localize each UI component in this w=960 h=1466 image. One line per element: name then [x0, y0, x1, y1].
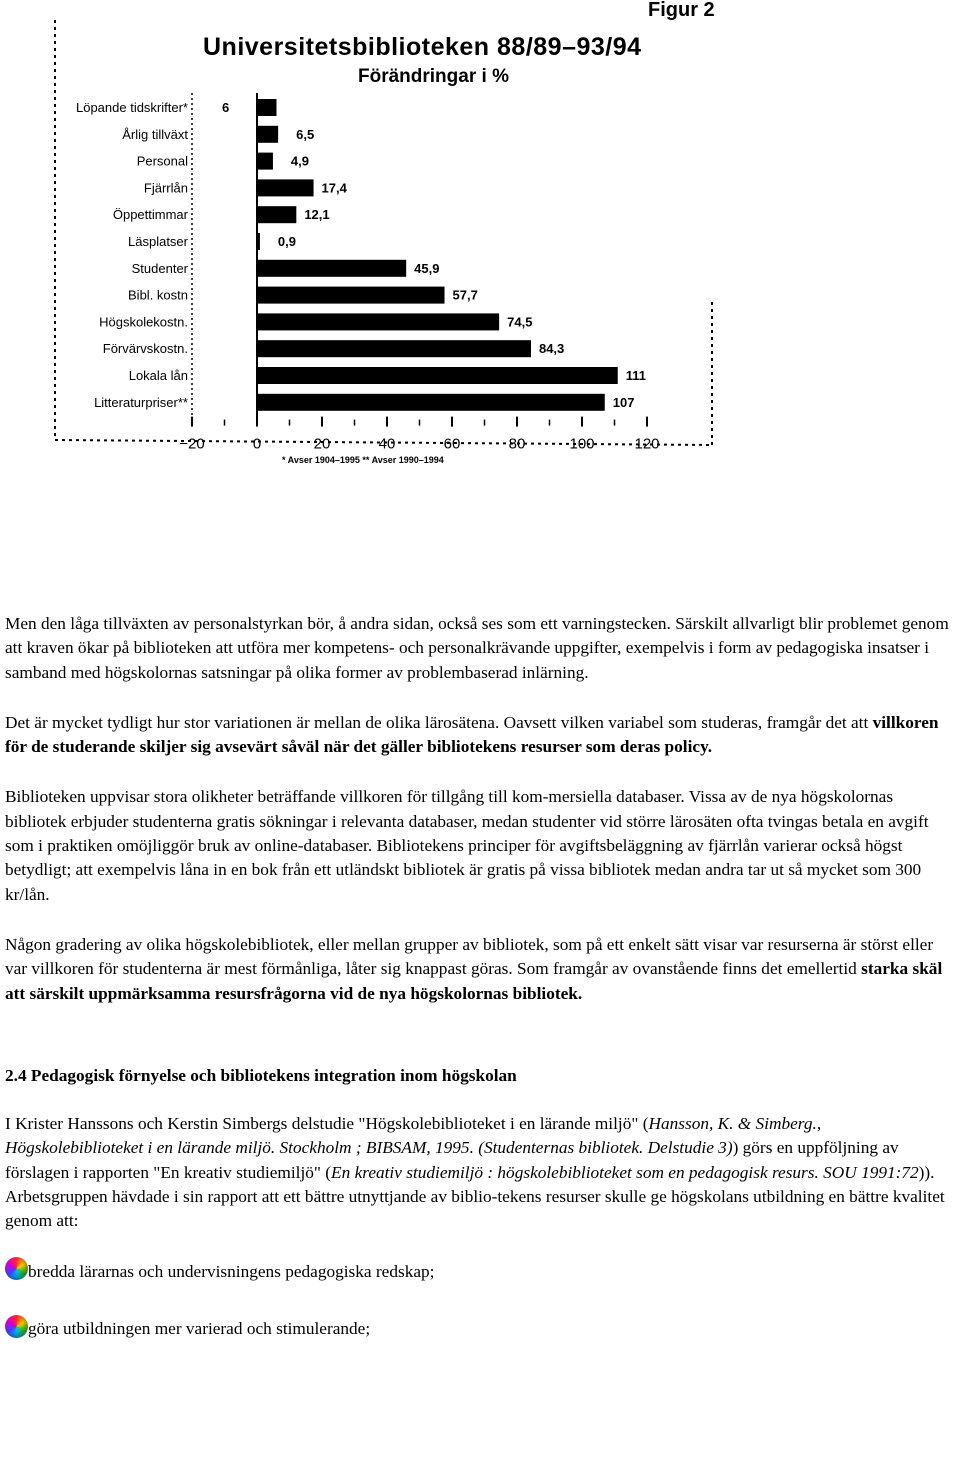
chart-title: Universitetsbiblioteken 88/89–93/94: [203, 33, 642, 61]
category-label: Litteraturpriser**: [94, 394, 188, 410]
category-label: Högskolekostn.: [99, 314, 188, 330]
bar: [257, 153, 273, 170]
x-tick-label: 20: [313, 435, 331, 453]
x-tick-label: 80: [508, 435, 526, 453]
citation-sou: En kreativ studiemiljö : högskolebiblioteket som en pedagogisk resurs. SOU 1991:72: [331, 1162, 919, 1182]
rainbow-ball-icon: [5, 1315, 28, 1338]
category-label: Årlig tillväxt: [122, 126, 188, 142]
paragraph-study-text-3: )). Arbetsgruppen hävdade i sin rapport att ett bättre utnyttjande av biblio-tekens resurser skulle ge högskolans utbildning en bättre kvalitet genom att:: [5, 1162, 945, 1231]
bar: [257, 126, 278, 143]
value-label: 45,9: [414, 260, 440, 276]
value-label: 4,9: [290, 153, 310, 169]
value-label: 107: [612, 394, 635, 410]
category-label: Lokala lån: [128, 368, 188, 383]
x-tick-label: 120: [634, 435, 660, 453]
bullet-list: [5, 1260, 957, 1342]
paragraph-study-text-2: ) görs en uppföljning av förslagen i rapporten "En kreativ studiemiljö" (: [5, 1138, 899, 1182]
section-heading: 2.4 Pedagogisk förnyelse och bibliotekens integration inom högskolan: [5, 1065, 517, 1085]
figure-2-bar-chart: [0, 0, 960, 475]
bullet-text: bredda lärarnas och undervisningens pedagogiska redskap;: [28, 1261, 435, 1281]
paragraph-variation-bold: villkoren för de studerande skiljer sig avsevärt såväl när det gäller bibliotekens resurser som deras policy.: [5, 712, 939, 757]
value-label: 12,1: [304, 207, 330, 223]
value-label: 111: [625, 368, 647, 383]
paragraph-personnel: Men den låga tillväxten av personalstyrkan bör, å andra sidan, också ses som ett varningstecken. Särskilt allvarligt blir problemet genom att kraven ökar på biblioteken att utföra mer kompetens- och personalkrävande uppgifter, exempelvis i form av pedagogiska insatser i samband med högskolornas satsningar på olika former av problembaserad inlärning.: [5, 614, 949, 682]
paragraph-variation: [5, 711, 957, 760]
paragraph-grading: [5, 933, 957, 1006]
value-label: 6: [222, 100, 230, 115]
x-tick-label: 40: [378, 435, 396, 453]
figure-label: Figur 2: [648, 0, 715, 21]
paragraph-study: [5, 1112, 957, 1233]
category-label: Studenter: [131, 260, 188, 276]
category-label: Bibl. kostn: [128, 287, 188, 303]
bullet-item: [5, 1317, 957, 1341]
paragraph-databases: Biblioteken uppvisar stora olikheter beträffande villkoren för tillgång till kom-mersiella databaser. Vissa av de nya högskolornas bibliotek erbjuder studenterna gratis sökningar i relevanta databaser, medan studenter vid större lärosäten ofta tvingas betala en avgift som i praktiken omöjliggör bruk av online-databaser. Bibliotekens principer för avgiftsbeläggning av fjärrlån varierar också högst betydligt; att exempelvis låna in en bok från ett utländskt bibliotek är gratis på vissa bibliotek medan andra tar ut så mycket som 300 kr/lån.: [5, 787, 929, 904]
bar: [257, 179, 314, 196]
category-label: Personal: [136, 153, 188, 169]
bar: [257, 367, 618, 384]
value-label: 84,3: [538, 341, 565, 357]
rainbow-ball-icon: [5, 1257, 28, 1280]
chart-footnote: * Avser 1904–1995 ** Avser 1990–1994: [282, 455, 444, 465]
paragraph-grading-bold: starka skäl att särskilt uppmärksamma resursfrågorna vid de nya högskolornas bibliotek.: [5, 959, 943, 1003]
value-label: 17,4: [321, 180, 347, 196]
bar: [257, 99, 277, 116]
category-label: Fjärrlån: [143, 180, 188, 196]
bar: [257, 287, 445, 304]
x-tick-label: −20: [179, 435, 205, 453]
category-label: Löpande tidskrifter*: [75, 100, 188, 115]
x-tick-label: 100: [569, 435, 595, 453]
bar: [257, 313, 499, 330]
value-label: 6,5: [296, 126, 315, 142]
category-label: Läsplatser: [128, 234, 188, 249]
chart-subtitle: Förändringar i %: [358, 66, 509, 87]
bar: [257, 394, 605, 411]
bullet-item: [5, 1260, 957, 1284]
bullet-text: göra utbildningen mer varierad och stimulerande;: [28, 1318, 371, 1338]
value-label: 0,9: [277, 234, 297, 249]
paragraph-grading-text: Någon gradering av olika högskolebibliotek, eller mellan grupper av bibliotek, som på ett enkelt sätt visar var resurserna är störst eller var villkoren för studenterna är mest förmånliga, låter sig knappast göras. Som framgår av ovanstående finns det emellertid: [5, 934, 934, 979]
value-label: 57,7: [452, 287, 478, 303]
category-label: Öppettimmar: [112, 207, 188, 223]
document-body: [5, 612, 957, 1374]
category-label: Förvärvskostn.: [102, 341, 188, 357]
value-label: 74,5: [507, 314, 533, 330]
citation-hansson: Hansson, K. & Simberg., Högskolebiblioteket i en lärande miljö. Stockholm ; BIBSAM, 1995. (Studenternas bibliotek. Delstudie 3): [5, 1114, 822, 1158]
bar: [257, 340, 531, 357]
bar: [257, 206, 296, 223]
x-tick-label: 0: [252, 435, 262, 453]
paragraph-study-text-1: I Krister Hanssons och Kerstin Simbergs delstudie "Högskolebiblioteket i en lärande miljö" (: [5, 1114, 649, 1134]
bar: [257, 260, 406, 277]
paragraph-variation-text: Det är mycket tydligt hur stor variationen är mellan de olika lärosätena. Oavsett vilken variabel som studeras, framgår det att: [5, 712, 873, 732]
x-tick-label: 60: [443, 435, 461, 453]
